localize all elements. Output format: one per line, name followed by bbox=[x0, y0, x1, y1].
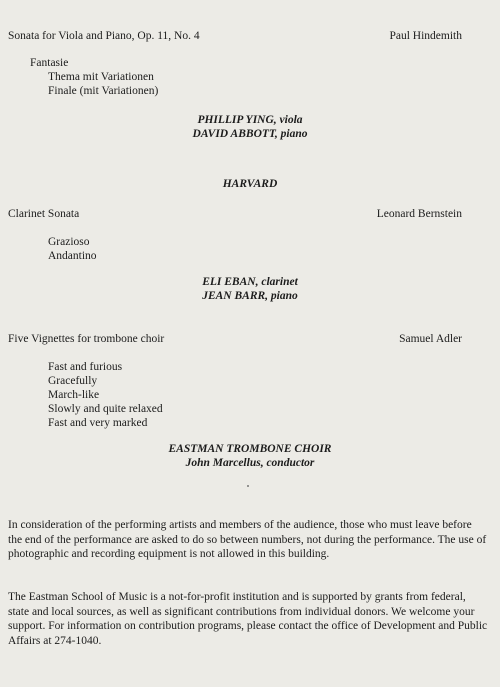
piece-heading bbox=[8, 333, 462, 345]
movement-list bbox=[30, 56, 158, 98]
movement: Andantino bbox=[48, 250, 97, 262]
piece-title: Sonata for Viola and Piano, Op. 11, No. 4 bbox=[8, 30, 200, 42]
movement: March-like bbox=[48, 389, 100, 401]
speck-mark bbox=[247, 485, 249, 487]
performer bbox=[0, 113, 500, 127]
piece-composer: Leonard Bernstein bbox=[376, 208, 462, 220]
performer-role: , piano bbox=[274, 128, 308, 140]
piece-heading bbox=[8, 30, 462, 42]
performer bbox=[0, 289, 500, 303]
movement: Gracefully bbox=[48, 375, 98, 387]
movement: Fantasie bbox=[30, 57, 69, 69]
piece-composer: Samuel Adler bbox=[399, 333, 462, 345]
piece-heading bbox=[8, 208, 462, 220]
movement-list bbox=[48, 235, 97, 263]
interlude-title: HARVARD bbox=[222, 178, 278, 190]
performer-list bbox=[0, 442, 500, 470]
performer-role: , viola bbox=[273, 114, 303, 126]
movement: Fast and furious bbox=[48, 361, 123, 373]
piece-composer: Paul Hindemith bbox=[389, 30, 462, 42]
performer-role: , piano bbox=[265, 290, 298, 302]
movement: Finale (mit Variationen) bbox=[48, 85, 159, 97]
movement: Grazioso bbox=[48, 236, 90, 248]
performer-list bbox=[0, 275, 500, 303]
movement-list bbox=[48, 360, 163, 430]
performer-name: JEAN BARR bbox=[202, 290, 266, 302]
piece-title: Clarinet Sonata bbox=[8, 208, 80, 220]
support-notice: The Eastman School of Music is a not-for-profit institution and is supported by grants from federal, state and local sources, as well as significant contributions from individual donors. We welcome your support. For information on contribution programs, please contact the office of Development and Public Affairs at 274-1040. bbox=[8, 591, 488, 647]
performer-name: PHILLIP YING bbox=[197, 114, 274, 126]
movement: Slowly and quite relaxed bbox=[48, 403, 163, 415]
movement: Thema mit Variationen bbox=[48, 71, 154, 83]
performer-name: ELI EBAN bbox=[202, 276, 256, 288]
performer bbox=[0, 127, 500, 141]
conductor: John Marcellus, conductor bbox=[185, 457, 315, 469]
ensemble-name: EASTMAN TROMBONE CHOIR bbox=[168, 443, 332, 455]
piece-title: Five Vignettes for trombone choir bbox=[8, 333, 165, 345]
audience-notice: In consideration of the performing artists and members of the audience, those who must leave before the end of the performance are asked to do so between numbers, not during the performance. The use of photographic and recording equipment is not allowed in this building. bbox=[8, 519, 487, 560]
performer-name: DAVID ABBOTT bbox=[192, 128, 275, 140]
performer-list bbox=[0, 113, 500, 141]
movement: Fast and very marked bbox=[48, 417, 148, 429]
performer-role: , clarinet bbox=[255, 276, 298, 288]
performer bbox=[0, 275, 500, 289]
